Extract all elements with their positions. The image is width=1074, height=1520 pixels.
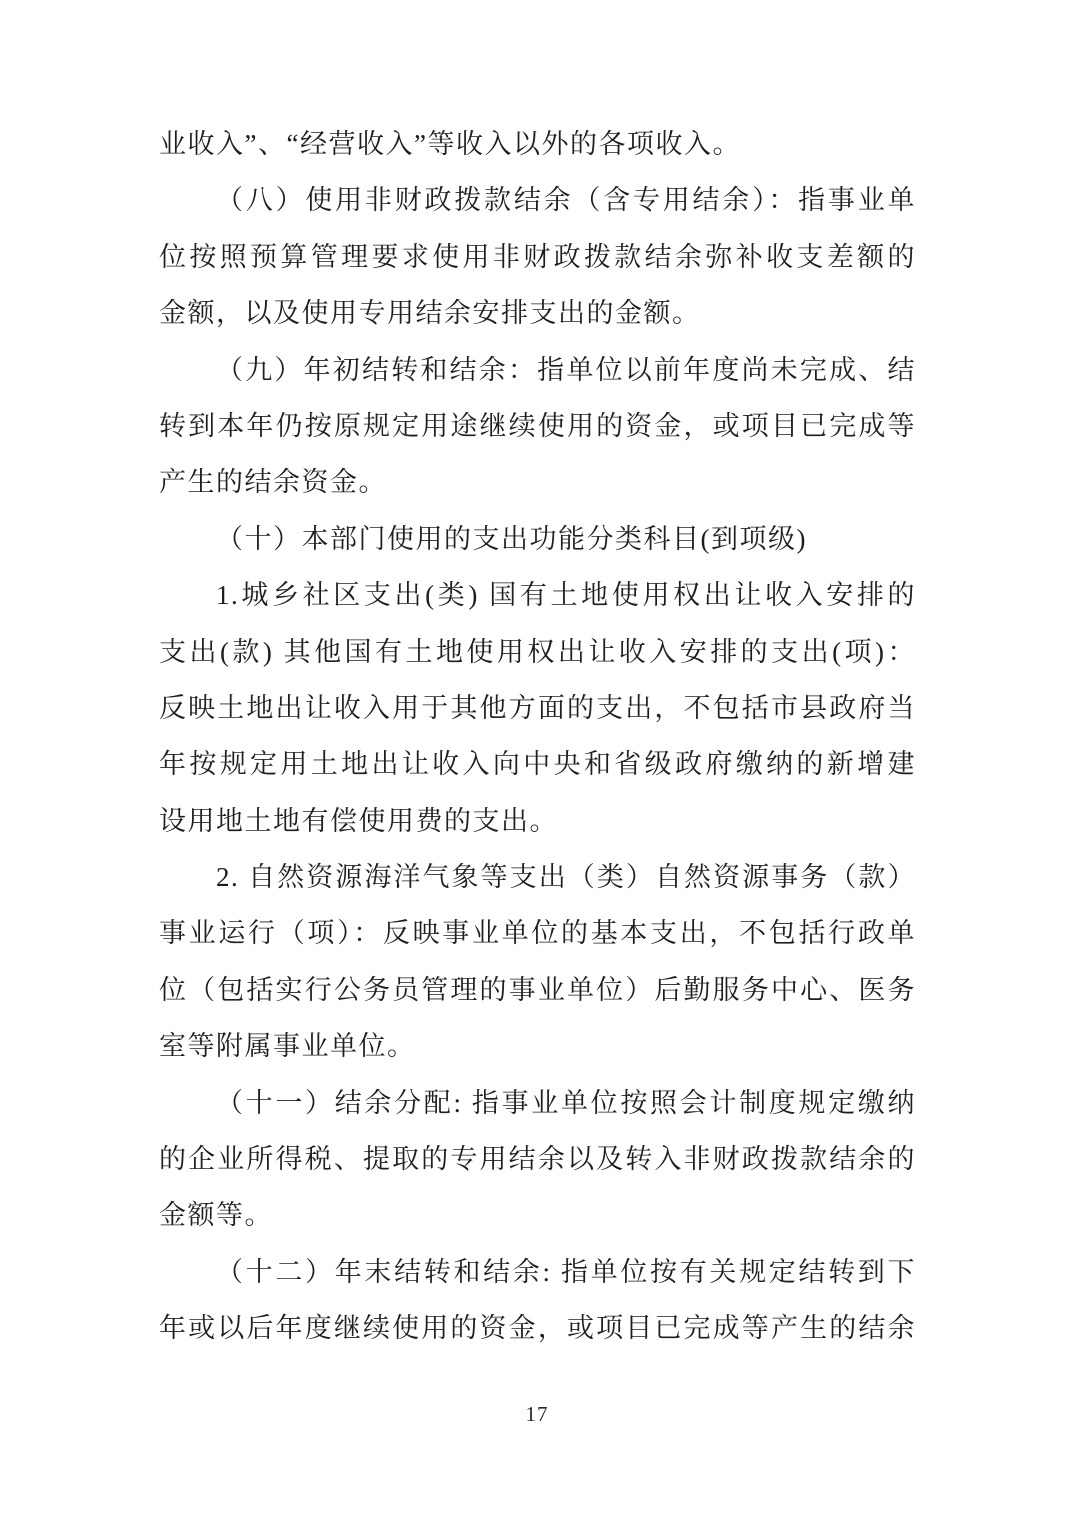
text-line: （八）使用非财政拨款结余（含专用结余）：指事业单 <box>216 185 916 216</box>
text-line: 室等附属事业单位。 <box>159 1031 416 1062</box>
text-line: 转到本年仍按原规定用途继续使用的资金，或项目已完成等 <box>159 410 916 441</box>
text-line: 位按照预算管理要求使用非财政拨款结余弥补收支差额的 <box>159 241 916 272</box>
text-line: 产生的结余资金。 <box>159 467 387 498</box>
text-line: （九）年初结转和结余：指单位以前年度尚未完成、结 <box>216 354 916 385</box>
text-line: 的企业所得税、提取的专用结余以及转入非财政拨款结余的 <box>159 1144 916 1175</box>
text-line: 2. 自然资源海洋气象等支出（类）自然资源事务（款） <box>216 862 916 893</box>
text-line: 1.城乡社区支出(类) 国有土地使用权出让收入安排的 <box>216 580 916 611</box>
text-line: 业收入”、“经营收入”等收入以外的各项收入。 <box>159 129 741 159</box>
text-line: （十一）结余分配: 指事业单位按照会计制度规定缴纳 <box>216 1087 916 1118</box>
page-number: 17 <box>525 1402 549 1426</box>
text-line: 事业运行（项）：反映事业单位的基本支出，不包括行政单 <box>159 918 916 949</box>
text-line: 设用地土地有偿使用费的支出。 <box>159 805 558 836</box>
document-text <box>159 116 916 1357</box>
text-line: 年按规定用土地出让收入向中央和省级政府缴纳的新增建 <box>159 749 916 780</box>
text-line: （十二）年末结转和结余: 指单位按有关规定结转到下 <box>216 1256 916 1287</box>
text-line: 支出(款) 其他国有土地使用权出让收入安排的支出(项)： <box>159 636 916 667</box>
text-line: 金额等。 <box>159 1200 273 1231</box>
text-line: （十）本部门使用的支出功能分类科目(到项级) <box>216 523 807 554</box>
text-line: 金额，以及使用专用结余安排支出的金额。 <box>159 298 701 329</box>
text-line: 位（包括实行公务员管理的事业单位）后勤服务中心、医务 <box>159 974 916 1005</box>
text-line: 年或以后年度继续使用的资金，或项目已完成等产生的结余 <box>159 1313 916 1344</box>
text-line: 反映土地出让收入用于其他方面的支出，不包括市县政府当 <box>159 692 916 723</box>
